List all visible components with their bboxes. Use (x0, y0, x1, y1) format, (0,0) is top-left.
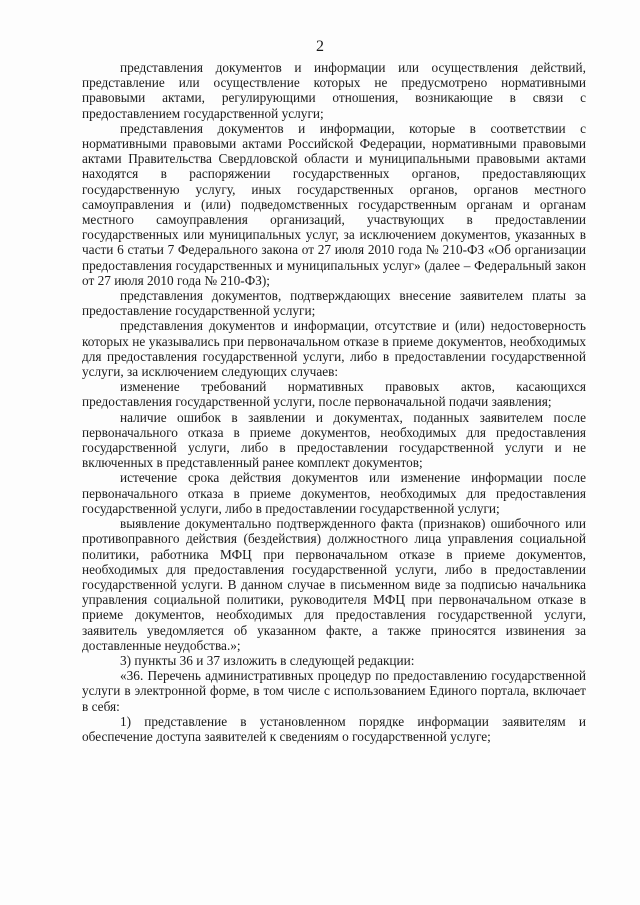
paragraph: представления документов, подтверждающих внесение заявителем платы за предоставление государственной услуги; (82, 288, 586, 319)
paragraph: представления документов и информации, отсутствие и (или) недостоверность которых не указывались при первоначальном отказе в приеме документов, необходимых для предоставления государственной услуги, либо в предоставлении государственной услуги, за исключением следующих случаев: (82, 318, 586, 380)
paragraph: представления документов и информации или осуществления действий, представление или осуществление которых не предусмотрено нормативными правовыми актами, регулирующими отношения, возникающие в связи с предоставлением государственной услуги; (82, 60, 586, 121)
paragraph: 3) пункты 36 и 37 изложить в следующей редакции: (120, 652, 415, 668)
paragraph: выявление документально подтвержденного факта (признаков) ошибочного или противоправного действия (бездействия) должностного лица управления социальной политики, работника МФЦ при первоначальном отказе в приеме документов, необходимых для предоставления государственной услуги, либо в предоставлении государственной услуги. В данном случае в письменном виде за подписью начальника управления социальной политики, руководителя МФЦ при первоначальном отказе в приеме документов, необходимых для предоставления государственной услуги, заявитель уведомляется об указанном факте, а также приносятся извинения за доставленные неудобства.»; (82, 516, 586, 653)
paragraph: изменение требований нормативных правовых актов, касающихся предоставления государственной услуги, после первоначальной подачи заявления; (82, 379, 586, 410)
paragraph: «36. Перечень административных процедур по предоставлению государственной услуги в электронной форме, в том числе с использованием Единого портала, включает в себя: (82, 668, 586, 714)
paragraph: представления документов и информации, которые в соответствии с нормативными правовыми актами Российской Федерации, нормативными правовыми актами Правительства Свердловской области и муниципальными правовыми актами находятся в распоряжении государственных органов, предоставляющих государственную услугу, иных государственных органов, органов местного самоуправления и (или) подведомственных государственным органам и органам местного самоуправления организаций, участвующих в предоставлении государственных или муниципальных услуг, за исключением документов, указанных в части 6 статьи 7 Федерального закона от 27 июля 2010 года № 210-ФЗ «Об организации предоставления государственных и муниципальных услуг» (далее – Федеральный закон от 27 июля 2010 года № 210-ФЗ); (82, 120, 586, 288)
paragraph: истечение срока действия документов или изменение информации после первоначального отказа в приеме документов, необходимых для предоставления государственной услуги, либо в предоставлении государственной услуги; (82, 470, 586, 516)
paragraph: наличие ошибок в заявлении и документах, поданных заявителем после первоначального отказа в приеме документов, необходимых для предоставления государственной услуги, либо в предоставлении государственной услуги и не включенных в представленный ранее комплект документов; (82, 409, 586, 471)
document-body (82, 60, 586, 744)
paragraph: 1) представление в установленном порядке информации заявителям и обеспечение доступа заявителей к сведениям о государственной услуге; (82, 713, 586, 744)
page-number: 2 (316, 38, 324, 55)
